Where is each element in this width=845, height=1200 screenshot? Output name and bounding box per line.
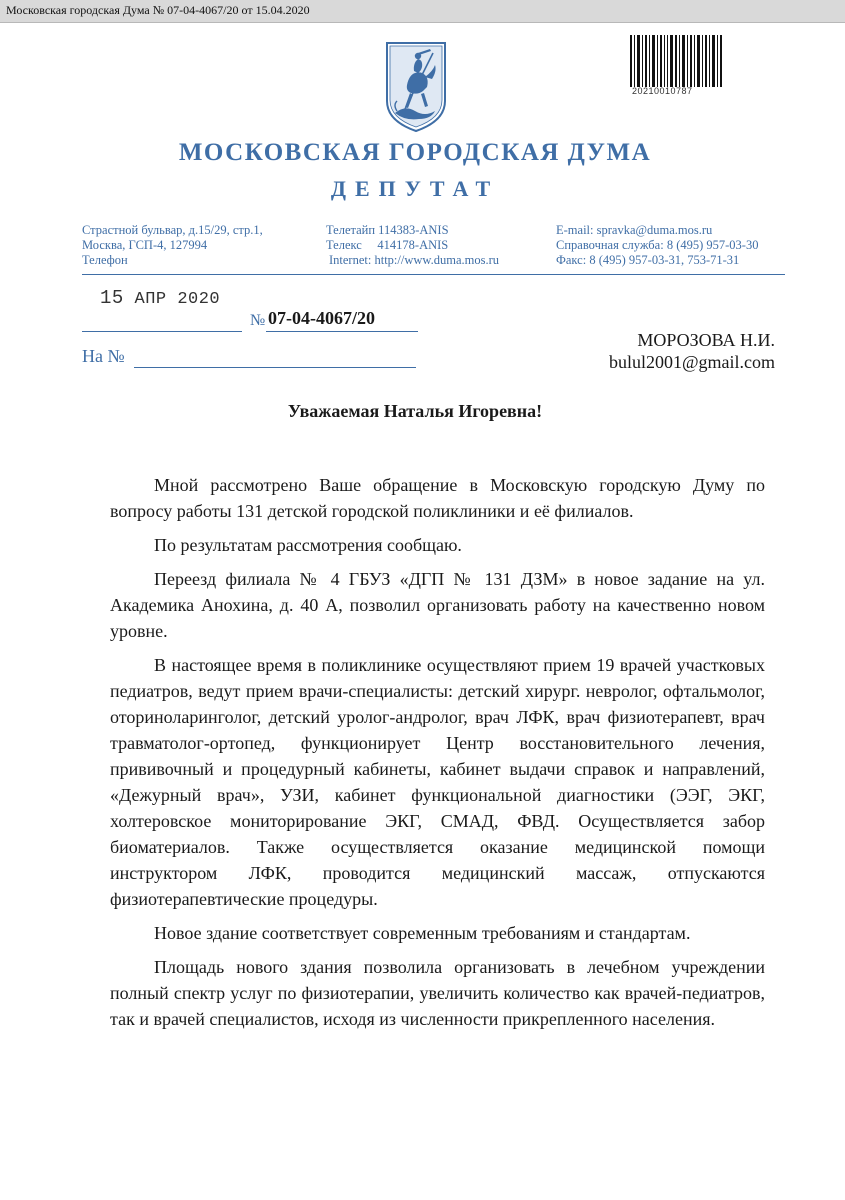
letter-body: [110, 472, 765, 1040]
address-line: Страстной бульвар, д.15/29, стр.1,: [82, 223, 263, 237]
window-title-bar: [0, 0, 845, 23]
recipient-block: [609, 329, 775, 373]
paragraph: Площадь нового здания позволила организовать в лечебном учреждении полный спектр услуг по физиотерапии, увеличить количество как врачей-педиатров, так и врачей специалистов, исходя из численности прикрепленного населения.: [110, 957, 765, 1029]
reply-to-line: [134, 367, 416, 368]
window-title: Московская городская Дума № 07-04-4067/20 от 15.04.2020: [6, 3, 310, 17]
recipient-email: bulul2001@gmail.com: [608, 352, 775, 372]
recipient-name: МОРОЗОВА Н.И.: [637, 330, 775, 350]
date-stamp: [100, 287, 220, 309]
address-block: [82, 223, 263, 268]
email-line: E-mail: spravka@duma.mos.ru: [556, 223, 713, 237]
number-line: [266, 331, 418, 332]
document-number: 07-04-4067/20: [268, 308, 375, 328]
barcode-number: 20210010787: [632, 86, 693, 96]
communications-block: [326, 223, 499, 268]
contacts-block: [556, 223, 758, 268]
paragraph: По результатам рассмотрения сообщаю.: [154, 535, 462, 555]
salutation: Уважаемая Наталья Игоревна!: [287, 401, 543, 421]
fax-line: Факс: 8 (495) 957-03-31, 753-71-31: [556, 253, 740, 267]
position-title: ДЕПУТАТ: [330, 176, 500, 201]
stamp-day: 15: [100, 287, 124, 309]
number-sign: №: [250, 312, 266, 329]
paragraph: В настоящее время в поликлинике осуществляют прием 19 врачей участковых педиатров, ведут прием врачи-специалисты: детский хирург. невролог, офтальмолог, оториноларинголог, детский уролог-андролог, врач ЛФК, врач физиотерапевт, врач травматолог-ортопед, функционирует Центр восстановительного лечения, прививочный и процедурный кабинеты, кабинет выдачи справок и направлений, «Дежурный врач», УЗИ, кабинет функциональной диагностики (ЭЭГ, ЭКГ, холтеровское мониторирование ЭКГ, СМАД, ФВД. Осуществляется забор биоматериалов. Также осуществляется оказание медицинской помощи инструктором ЛФК, проводится медицинский массаж, отпускаются физиотерапевтические процедуры.: [110, 655, 765, 909]
reply-to-label: На №: [82, 346, 125, 366]
barcode-icon: [630, 35, 722, 87]
paragraph: Переезд филиала № 4 ГБУЗ «ДГП № 131 ДЗМ» в новое задание на ул. Академика Анохина, д. 40 А, позволил организовать работу на качественно новом уровне.: [110, 569, 765, 641]
organization-title: МОСКОВСКАЯ ГОРОДСКАЯ ДУМА: [178, 139, 652, 166]
address-line: Телефон: [82, 253, 128, 267]
letter-page: [10, 23, 820, 1200]
teletype-line: Телетайп 114383-ANIS: [326, 223, 449, 237]
telex-line: Телекс 414178-ANIS: [326, 238, 449, 252]
help-line: Справочная служба: 8 (495) 957-03-30: [556, 238, 759, 252]
letterhead-divider: [82, 274, 785, 275]
paragraph: Новое здание соответствует современным требованиям и стандартам.: [154, 923, 691, 943]
internet-line: Internet: http://www.duma.mos.ru: [329, 253, 499, 267]
paragraph: Мной рассмотрено Ваше обращение в Московскую городскую Думу по вопросу работы 131 детской городской поликлиники и её филиалов.: [110, 475, 765, 521]
moscow-emblem-icon: [385, 41, 447, 133]
date-line: [82, 331, 242, 332]
stamp-month-year: АПР 2020: [134, 290, 221, 309]
address-line: Москва, ГСП-4, 127994: [82, 238, 208, 252]
